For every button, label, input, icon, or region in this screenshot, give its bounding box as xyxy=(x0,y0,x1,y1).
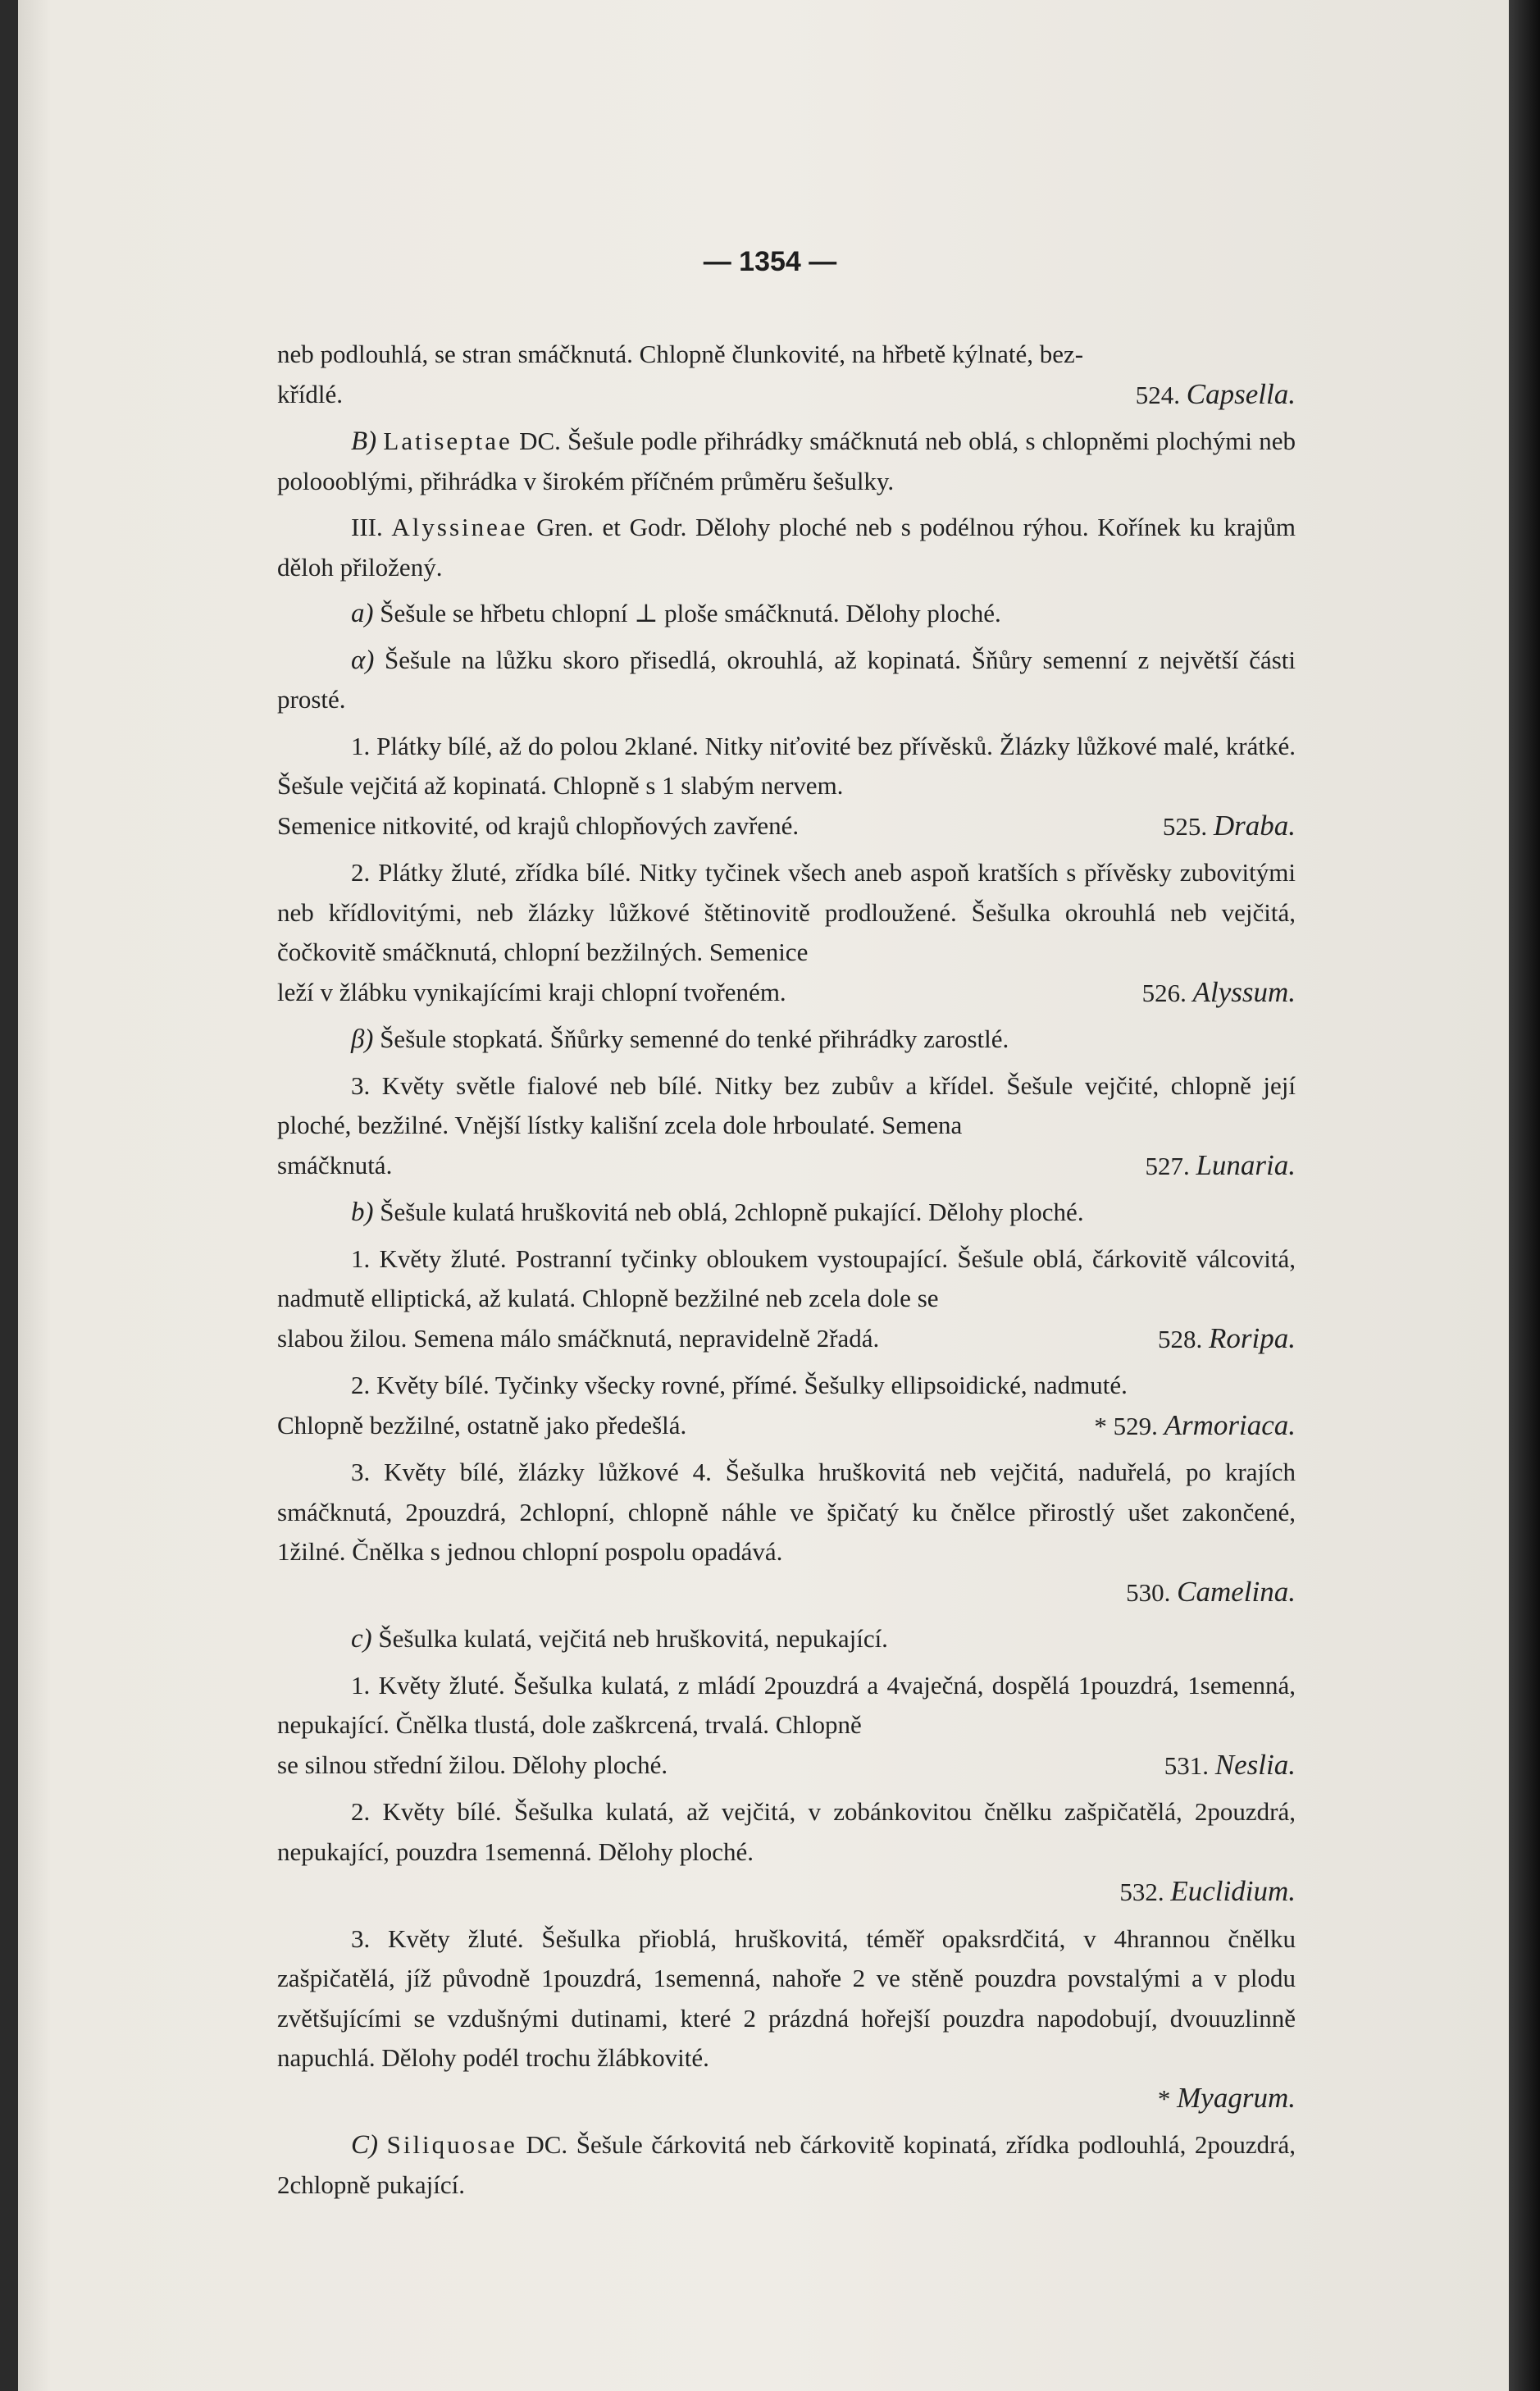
page-number: — 1354 — xyxy=(703,246,837,277)
tribe-alyssineae: III. Alyssineae Gren. et Godr. Dělohy ploché neb s podélnou rýhou. Kořínek ku krajům děloh přiložený. xyxy=(277,513,1296,582)
entry-lunaria: 3. Květy světle fialové neb bílé. Nitky bez zubův a křídel. Šešule vejčité, chlopně její ploché, bezžilné. Vnější lístky kališní zcela dole hrboulaté. Semena xyxy=(277,1070,1296,1139)
subsection-beta: β) Šešule stopkatá. Šňůrky semenné do tenké přihrádky zarostlé. xyxy=(351,1024,1009,1054)
genus-name: Capsella. xyxy=(1186,377,1296,410)
section-siliquosae: C) Siliquosae DC. Šešule čárkovitá neb čárkovitě kopinatá, zřídka podlouhlá, 2pouzdrá, 2chlopně pukající. xyxy=(277,2130,1296,2199)
scan-edge xyxy=(1509,0,1540,2391)
entry-draba-last: Semenice nitkovité, od krajů chlopňových zavřené. 525. Draba. xyxy=(277,809,1296,842)
entry-neslia-last: se silnou střední žilou. Dělohy ploché. 531. Neslia. xyxy=(277,1748,1296,1781)
genus-name: Neslia. xyxy=(1214,1748,1296,1781)
genus-name: Lunaria. xyxy=(1196,1148,1296,1181)
entry-camelina: 3. Květy bílé, žlázky lůžkové 4. Šešulka hruškovitá neb vejčitá, naduřelá, po krajích smáčknutá, 2pouzdrá, 2chlopní, chlopně náhle ve špičatý ku čnělce přirostlý ušet zakončené, 1žilné. Čnělka s jednou chlopní pospolu opadává. xyxy=(277,1458,1296,1566)
entry-armoriaca-last: Chlopně bezžilné, ostatně jako předešlá. * 529. Armoriaca. xyxy=(277,1408,1296,1441)
entry-euclidium-last: 532. Euclidium. xyxy=(1119,1875,1296,1907)
subsection-alpha: α) Šešule na lůžku skoro přisedlá, okrouhlá, až kopinatá. Šňůry semenní z největší části prosté. xyxy=(277,645,1296,714)
entry-alyssum: 2. Plátky žluté, zřídka bílé. Nitky tyčinek všech aneb aspoň kratších s přívěsky zubovitými neb křídlovitými, neb žlázky lůžkové štětinovitě prodloužené. Šešulka okrouhlá neb vejčitá, čočkovitě smáčknutá, chlopní bezžilných. Semenice xyxy=(277,858,1296,966)
entry-alyssum-last: leží v žlábku vynikajícími kraji chlopní tvořeném. 526. Alyssum. xyxy=(277,975,1296,1008)
entry-neslia: 1. Květy žluté. Šešulka kulatá, z mládí 2pouzdrá a 4vaječná, dospělá 1pouzdrá, 1semenná, nepukající. Čnělka tlustá, dole zaškrcená, trvalá. Chlopně xyxy=(277,1670,1296,1739)
subsection-b: b) Šešule kulatá hruškovitá neb oblá, 2chlopně pukající. Dělohy ploché. xyxy=(351,1198,1084,1227)
entry-euclidium: 2. Květy bílé. Šešulka kulatá, až vejčitá, v zobánkovitou čnělku zašpičatělá, 2pouzdrá, nepukající, pouzdra 1semenná. Dělohy ploché. xyxy=(277,1797,1296,1866)
entry-myagrum-last: * Myagrum. xyxy=(1157,2081,1296,2114)
section-latiseptae: B) Latiseptae DC. Šešule podle přihrádky smáčknutá neb oblá, s chlopněmi plochými neb poloooblými, přihrádka v širokém příčném průměru šešulky. xyxy=(277,427,1296,495)
subsection-a: a) Šešule se hřbetu chlopní ⊥ ploše smáčknutá. Dělohy ploché. xyxy=(351,599,1001,628)
entry-camelina-last: 530. Camelina. xyxy=(1126,1575,1296,1608)
genus-name: Alyssum. xyxy=(1192,975,1296,1008)
entry-draba: 1. Plátky bílé, až do polou 2klané. Nitky niťovité bez přívěsků. Žlázky lůžkové malé, krátké. Šešule vejčitá až kopinatá. Chlopně s 1 slabým nervem. xyxy=(277,731,1296,800)
key-text xyxy=(277,335,1296,2211)
genus-name: Roripa. xyxy=(1209,1321,1296,1354)
subsection-c: c) Šešulka kulatá, vejčitá neb hruškovitá, nepukající. xyxy=(351,1624,888,1654)
entry-armoriaca: 2. Květy bílé. Tyčinky všecky rovné, přímé. Šešulky ellipsoidické, nadmuté. xyxy=(351,1371,1128,1399)
entry-capsella: neb podlouhlá, se stran smáčknutá. Chlopně člunkovité, na hřbetě kýlnaté, bez- křídlé. 524. Capsella. xyxy=(277,340,1296,410)
genus-name: Euclidium. xyxy=(1170,1875,1296,1907)
genus-name: Myagrum. xyxy=(1177,2081,1296,2114)
genus-name: Armoriaca. xyxy=(1164,1408,1296,1441)
entry-lunaria-last: smáčknutá. 527. Lunaria. xyxy=(277,1148,1296,1181)
entry-roripa-last: slabou žilou. Semena málo smáčknutá, nepravidelně 2řadá. 528. Roripa. xyxy=(277,1321,1296,1354)
genus-name: Camelina. xyxy=(1177,1575,1296,1608)
entry-myagrum: 3. Květy žluté. Šešulka přioblá, hruškovitá, téměř opaksrdčitá, v 4hrannou čnělku zašpičatělá, jíž původně 1pouzdrá, 1semenná, nahoře 2 ve stěně pouzdra povstalými a v plodu zvětšujícími se vzdušnými dutinami, které 2 prázdná hořejší pouzdra napodobují, dvouuzlinně napuchlá. Dělohy podél trochu žlábkovité. xyxy=(277,1923,1296,2072)
genus-name: Draba. xyxy=(1213,809,1296,842)
entry-roripa: 1. Květy žluté. Postranní tyčinky obloukem vystoupající. Šešule oblá, čárkovitě válcovitá, nadmutě elliptická, až kulatá. Chlopně bezžilné neb zcela dole se xyxy=(277,1243,1296,1312)
